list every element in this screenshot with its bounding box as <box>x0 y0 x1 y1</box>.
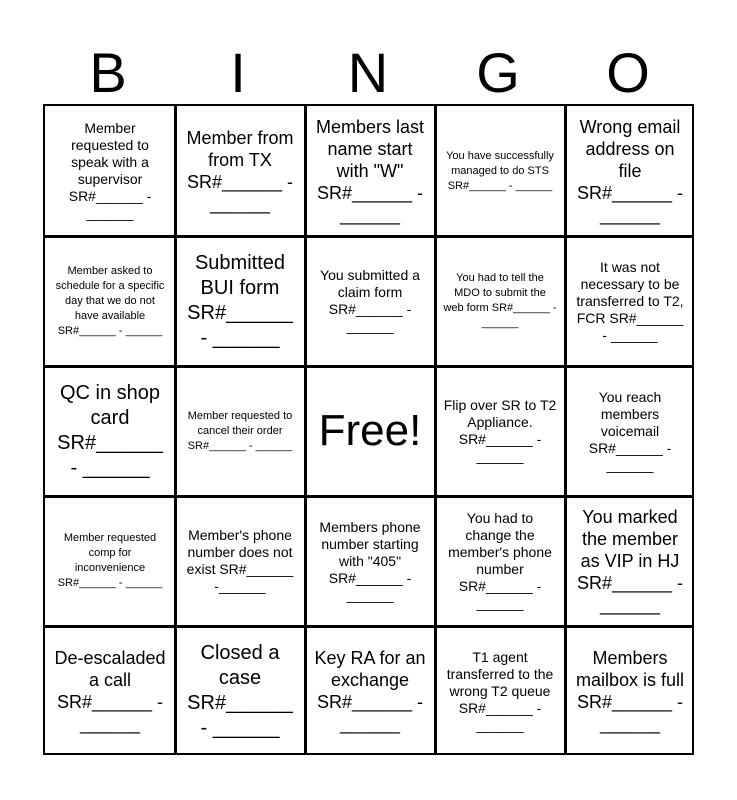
bingo-cell[interactable] <box>435 106 565 236</box>
cell-text: Wrong email address on file SR#______ - ______ <box>576 117 684 225</box>
bingo-cell[interactable] <box>565 366 695 496</box>
bingo-cell[interactable] <box>45 626 175 756</box>
header-letter-g: G <box>476 41 520 104</box>
grid-divider <box>304 106 307 753</box>
bingo-cell[interactable] <box>305 496 435 626</box>
bingo-card <box>43 104 694 755</box>
free-space-label: Free! <box>318 406 422 455</box>
cell-text: You reach members voicemail SR#______ -______ <box>588 388 672 473</box>
bingo-cell[interactable] <box>45 106 175 236</box>
header-letter-i: I <box>230 41 246 104</box>
grid-divider <box>45 625 692 628</box>
bingo-cell[interactable] <box>565 626 695 756</box>
cell-text: Member requested to cancel their order SR#______ - ______ <box>187 409 293 452</box>
bingo-cell[interactable] <box>175 236 305 366</box>
bingo-cell[interactable] <box>305 626 435 756</box>
bingo-cell[interactable] <box>45 496 175 626</box>
bingo-cell[interactable] <box>45 236 175 366</box>
bingo-cell[interactable] <box>305 236 435 366</box>
bingo-cell[interactable] <box>305 106 435 236</box>
cell-text: You have successfully managed to do STS SR#______ - ______ <box>446 149 554 192</box>
grid-divider <box>564 106 567 753</box>
cell-text: You marked the member as VIP in HJ SR#______ - ______ <box>576 507 684 615</box>
grid-divider <box>45 235 692 238</box>
grid-divider <box>45 495 692 498</box>
cell-text: Members mailbox is full SR#______ - ______ <box>575 648 685 734</box>
bingo-cell[interactable] <box>175 626 305 756</box>
bingo-cell[interactable] <box>435 626 565 756</box>
cell-text: De-escaladed a call SR#______ - ______ <box>54 648 166 734</box>
bingo-cell[interactable] <box>565 106 695 236</box>
cell-text: Member requested to speak with a supervisor SR#______ - ______ <box>68 120 152 221</box>
cell-text: Flip over SR to T2 Appliance. SR#______ -______ <box>443 397 557 464</box>
bingo-cell[interactable] <box>435 366 565 496</box>
cell-text: Member asked to schedule for a specific day that we do not have available SR#______ - ______ <box>55 264 165 337</box>
bingo-cell[interactable] <box>175 106 305 236</box>
bingo-cell[interactable] <box>175 496 305 626</box>
bingo-header <box>43 42 694 104</box>
header-letter-n: N <box>347 41 389 104</box>
cell-text: Key RA for an exchange SR#______ - ______ <box>314 648 426 734</box>
cell-text: You had to change the member's phone number SR#______ - ______ <box>448 510 552 611</box>
header-letter-o: O <box>606 41 650 104</box>
cell-text: You submitted a claim form SR#______ -______ <box>320 267 420 334</box>
cell-text: Member from from TX SR#______ - ______ <box>186 128 294 214</box>
bingo-cell[interactable] <box>565 496 695 626</box>
grid-divider <box>174 106 177 753</box>
bingo-cell[interactable] <box>175 366 305 496</box>
cell-text: Members last name start with "W" SR#______ - ______ <box>315 117 425 225</box>
cell-text: Submitted BUI form SR#______ - ______ <box>187 252 293 349</box>
bingo-cell[interactable] <box>565 236 695 366</box>
cell-text: Closed a case SR#______ - ______ <box>187 642 293 739</box>
cell-text: It was not necessary to be transferred to T2, FCR SR#______ - ______ <box>576 258 684 343</box>
cell-text: Members phone number starting with "405" SR#______ - ______ <box>319 518 421 603</box>
grid-divider <box>45 365 692 368</box>
cell-text: Member requested comp for inconvenience SR#______ - ______ <box>57 532 163 589</box>
cell-text: Member's phone number does not exist SR#______ -______ <box>186 527 294 594</box>
cell-text: T1 agent transferred to the wrong T2 queue SR#______ - ______ <box>446 648 554 733</box>
cell-text: QC in shop card SR#______ - ______ <box>57 382 163 479</box>
bingo-cell[interactable] <box>435 496 565 626</box>
grid-divider <box>434 106 437 753</box>
bingo-cell[interactable] <box>45 366 175 496</box>
header-letter-b: B <box>89 41 127 104</box>
bingo-cell[interactable] <box>435 236 565 366</box>
free-space-cell[interactable] <box>305 366 435 496</box>
cell-text: You had to tell the MDO to submit the web form SR#______ -______ <box>443 272 557 329</box>
